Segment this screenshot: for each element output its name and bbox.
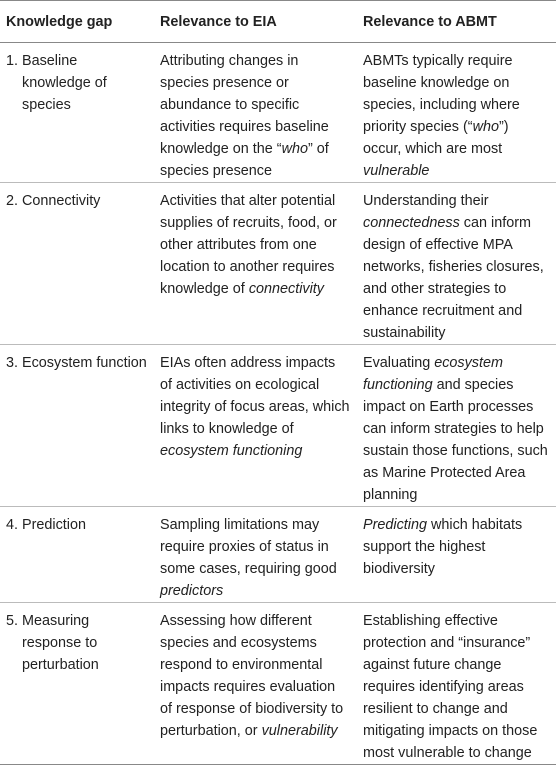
gap-label: Ecosystem function xyxy=(22,355,147,371)
emphasis-text: connectedness xyxy=(363,215,460,231)
emphasis-text: predictors xyxy=(160,583,224,599)
table-row xyxy=(0,507,556,603)
table-row xyxy=(0,345,556,507)
table-row xyxy=(0,183,556,345)
cell-text: ”) occur, which are most xyxy=(363,119,509,157)
gap-label: Prediction xyxy=(22,517,86,533)
gap-number: 4. xyxy=(6,517,19,533)
cell-text: ABMTs typically require baseline knowledge on species, including where priority species (“ xyxy=(363,53,520,135)
cell-text: Assessing how different species and ecosystems respond to environmental impacts requires evaluation of response of biodiversity to perturbation, or xyxy=(160,613,344,739)
emphasis-text: who xyxy=(472,119,499,135)
gap-number: 5. xyxy=(6,613,19,629)
cell-text: can inform design of effective MPA networks, fisheries closures, and other strategies to enhance recruitment and sustainability xyxy=(363,215,544,341)
knowledge-gap-cell xyxy=(0,603,154,765)
emphasis-text: Predicting xyxy=(363,517,427,533)
abmt-relevance-cell xyxy=(357,345,556,507)
header-relevance-eia: Relevance to EIA xyxy=(154,1,357,43)
emphasis-text: ecosystem functioning xyxy=(363,355,503,393)
abmt-relevance-cell xyxy=(357,507,556,603)
emphasis-text: vulnerability xyxy=(261,723,338,739)
header-relevance-abmt: Relevance to ABMT xyxy=(357,1,556,43)
emphasis-text: vulnerable xyxy=(363,163,430,179)
gap-label: Measuring response to perturbation xyxy=(22,613,99,673)
table-header-row xyxy=(0,1,556,43)
cell-text: Attributing changes in species presence or abundance to specific activities requires baseline knowledge on the “ xyxy=(160,53,329,157)
gap-number: 3. xyxy=(6,355,19,371)
cell-text: EIAs often address impacts of activities on ecological integrity of focus areas, which links to knowledge of xyxy=(160,355,350,437)
cell-text: ” of species presence xyxy=(160,141,329,179)
abmt-relevance-cell xyxy=(357,603,556,765)
cell-text: and species impact on Earth processes can inform strategies to help sustain those functions, such as Marine Protected Area planning xyxy=(363,377,548,503)
gap-label: Connectivity xyxy=(22,193,101,209)
abmt-relevance-cell xyxy=(357,43,556,183)
knowledge-gap-cell xyxy=(0,183,154,345)
eia-relevance-cell xyxy=(154,507,357,603)
emphasis-text: who xyxy=(281,141,309,157)
abmt-relevance-cell xyxy=(357,183,556,345)
knowledge-gap-cell xyxy=(0,43,154,183)
emphasis-text: connectivity xyxy=(248,281,324,297)
eia-relevance-cell xyxy=(154,183,357,345)
knowledge-gap-cell xyxy=(0,345,154,507)
cell-text: Evaluating xyxy=(363,355,435,371)
cell-text: Sampling limitations may require proxies of status in some cases, requiring good xyxy=(160,517,337,577)
header-knowledge-gap: Knowledge gap xyxy=(0,1,154,43)
eia-relevance-cell xyxy=(154,603,357,765)
table-row xyxy=(0,43,556,183)
gap-label: Baseline knowledge of species xyxy=(22,53,107,113)
cell-text: Understanding their xyxy=(363,193,489,209)
knowledge-gap-cell xyxy=(0,507,154,603)
cell-text: which habitats support the highest biodiversity xyxy=(363,517,523,577)
table-row xyxy=(0,603,556,765)
emphasis-text: ecosystem functioning xyxy=(160,443,303,459)
gap-number: 2. xyxy=(6,193,19,209)
eia-relevance-cell xyxy=(154,43,357,183)
cell-text: Activities that alter potential supplies of recruits, food, or other attributes from one location to another requires knowledge of xyxy=(160,193,337,297)
cell-text: Establishing effective protection and “insurance” against future change requires identifying areas resilient to change and mitigating impacts on those most vulnerable to change xyxy=(363,613,538,761)
gap-number: 1. xyxy=(6,53,19,69)
eia-relevance-cell xyxy=(154,345,357,507)
